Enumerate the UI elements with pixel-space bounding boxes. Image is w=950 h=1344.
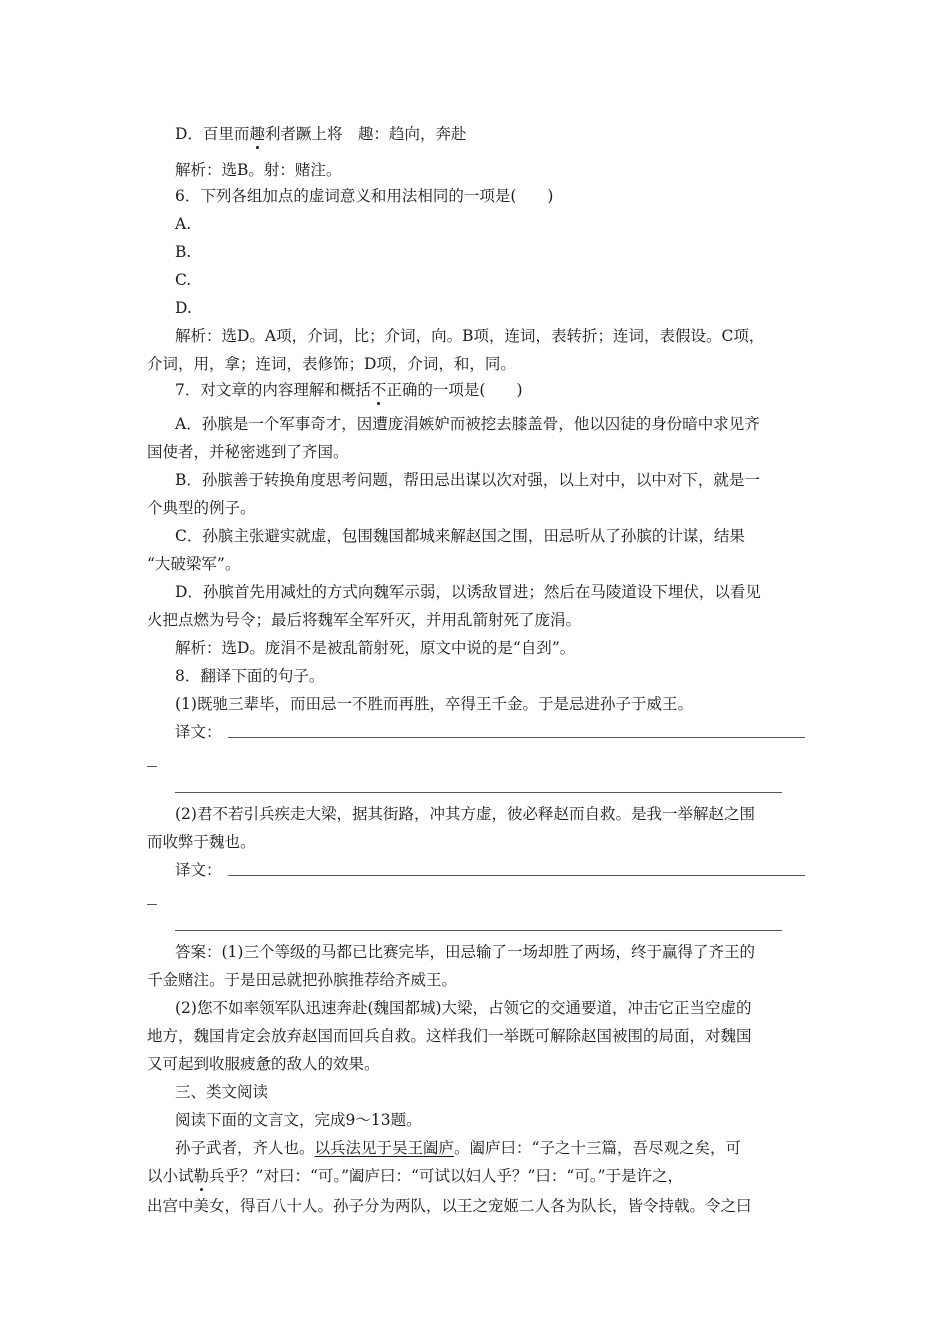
translation-label-1: 译文： xyxy=(175,723,222,741)
q7-option-a-line1: A．孙膑是一个军事奇才，因遭庞涓嫉妒而被挖去膝盖骨，他以囚徒的身份暗中求见齐 xyxy=(175,415,760,433)
q7-option-a-line2: 国使者，并秘密逃到了齐国。 xyxy=(147,443,349,461)
q6-option-b: B. xyxy=(175,243,192,261)
answer-line[interactable] xyxy=(175,792,782,793)
q8-sentence-2-line1: (2)君不若引兵疾走大梁，据其街路，冲其方虚，彼必释赵而自救。是我一举解赵之围 xyxy=(175,805,755,823)
q6-stem: 6．下列各组加点的虚词意义和用法相同的一项是( ) xyxy=(175,187,554,205)
answer-line[interactable] xyxy=(228,875,805,876)
q6-option-d: D. xyxy=(175,299,192,317)
q7-option-b-line1: B．孙膑善于转换角度思考问题，帮田忌出谋以次对强，以上对中，以中对下，就是一 xyxy=(175,471,760,489)
emphasis-dot-char: 不 xyxy=(370,381,387,399)
q8-sentence-1: (1)既驰三辈毕，而田忌一不胜而再胜，卒得王千金。于是忌进孙子于威王。 xyxy=(175,695,693,713)
emphasis-dot-char: 趣 xyxy=(249,125,265,143)
q6-analysis-line1: 解析：选D。A项，介词，比；介词，向。B项，连词，表转折；连词，表假设。C项， xyxy=(175,327,765,345)
answer-line[interactable] xyxy=(228,737,805,738)
q7-option-d-line1: D．孙膑首先用减灶的方式向魏军示弱，以诱敌冒进；然后在马陵道设下埋伏，以看见 xyxy=(175,583,761,601)
q6-option-c: C. xyxy=(175,271,192,289)
q7-option-c-line1: C．孙膑主张避实就虚，包围魏国都城来解赵国之围，田忌听从了孙膑的计谋，结果 xyxy=(175,527,745,545)
q7-stem: 7．对文章的内容理解和概括不正确的一项是( ) xyxy=(175,381,523,399)
q8-answer-2-line2: 地方，魏国肯定会放弃赵国而回兵自救。这样我们一举既可解除赵国被围的局面，对魏国 xyxy=(147,1027,752,1045)
q7-analysis: 解析：选D。庞涓不是被乱箭射死，原文中说的是“自刭”。 xyxy=(175,639,576,657)
q7-option-b-line2: 个典型的例子。 xyxy=(147,499,256,517)
translation-label-2: 译文： xyxy=(175,861,222,879)
q8-answer-2-line3: 又可起到收服疲惫的敌人的效果。 xyxy=(147,1055,380,1073)
q8-answer-1-line1: 答案：(1)三个等级的马都已比赛完毕，田忌输了一场却胜了两场，终于赢得了齐王的 xyxy=(175,943,755,961)
emphasis-dot-char: 勒 xyxy=(193,1167,210,1185)
q8-sentence-2-line2: 而收弊于魏也。 xyxy=(147,833,256,851)
q5-option-d: D．百里而趣利者蹶上将 趣：趋向，奔赴 xyxy=(175,125,467,143)
underlined-sentence: 以兵法见于吴王阖庐 xyxy=(314,1139,455,1157)
q5-analysis: 解析：选B。射：赌注。 xyxy=(175,161,342,179)
answer-line[interactable] xyxy=(175,930,782,931)
q7-option-d-line2: 火把点燃为号令；最后将魏军全军歼灭，并用乱箭射死了庞涓。 xyxy=(147,611,582,629)
answer-line[interactable] xyxy=(147,904,157,905)
passage-line1: 孙子武者，齐人也。以兵法见于吴王阖庐。阖庐曰：“子之十三篇，吾尽观之矣，可 xyxy=(175,1139,741,1157)
q7-option-c-line2: “大破梁军”。 xyxy=(147,555,241,573)
section-instruction: 阅读下面的文言文，完成9～13题。 xyxy=(175,1111,422,1129)
q8-answer-1-line2: 千金赌注。于是田忌就把孙膑推荐给齐威王。 xyxy=(147,971,458,989)
passage-line3: 出宫中美女，得百八十人。孙子分为两队，以王之宠姬二人各为队长，皆令持戟。令之曰 xyxy=(147,1197,752,1215)
passage-line2: 以小试勒兵乎？”对曰：“可。”阖庐曰：“可试以妇人乎？”曰：“可。”于是许之， xyxy=(147,1167,684,1185)
q6-option-a: A. xyxy=(175,215,192,233)
q6-analysis-line2: 介词，用，拿；连词，表修饰；D项，介词，和，同。 xyxy=(147,355,516,373)
q8-stem: 8．翻译下面的句子。 xyxy=(175,667,325,685)
answer-line[interactable] xyxy=(147,766,157,767)
q8-answer-2-line1: (2)您不如率领军队迅速奔赴(魏国都城)大梁，占领它的交通要道，冲击它正当空虚的 xyxy=(175,999,752,1017)
section-heading: 三、类文阅读 xyxy=(175,1083,269,1101)
